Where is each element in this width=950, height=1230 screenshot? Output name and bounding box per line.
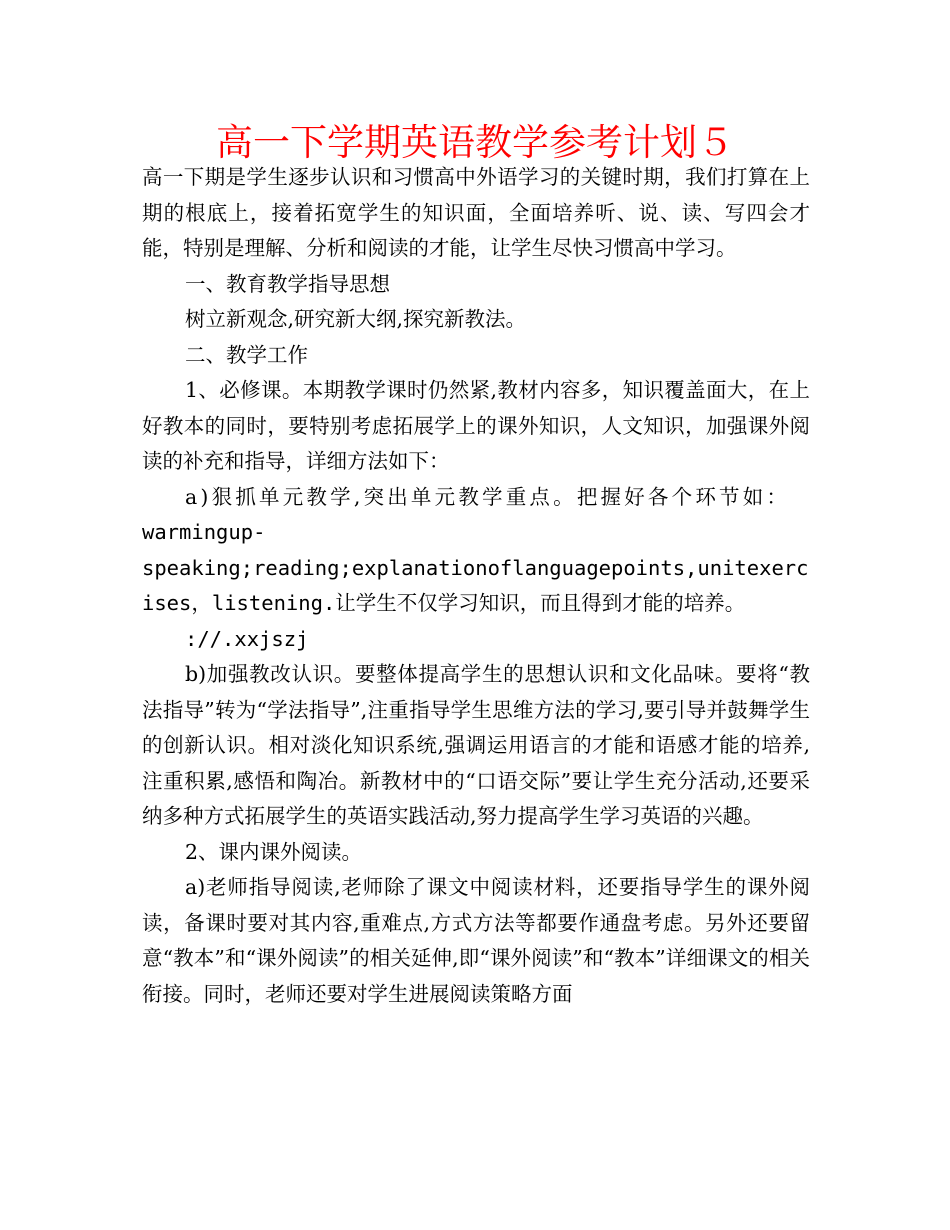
intro-paragraph: 高一下期是学生逐步认识和习惯高中外语学习的关键时期，我们打算在上期的根底上，接着拓宽学生的知识面，全面培养听、说、读、写四会才能，特别是理解、分析和阅读的才能，让学生尽快习惯高中学习。 [142, 165, 810, 260]
section-heading-teaching-work: 二、教学工作 [185, 342, 308, 367]
section-heading-guiding-thought: 一、教育教学指导思想 [185, 271, 390, 296]
reform-paragraph: b)加强教改认识。要整体提高学生的思想认识和文化品味。要将“教法指导”转为“学法指导”,注重指导学生思维方法的学习,要引导并鼓舞学生的创新认识。相对淡化知识系统,强调运用语言的才能和语感才能的培养,注重积累,感悟和陶冶。新教材中的“口语交际”要让学生充分活动,还要采纳多种方式拓展学生的英语实践活动,努力提高学生学习英语的兴趣。 [142, 662, 810, 828]
unit-teaching-paragraph: a)狠抓单元教学,突出单元教学重点。把握好各个环节如： [185, 484, 791, 509]
warming-up-line: warmingup- [142, 520, 266, 544]
guiding-thought-paragraph: 树立新观念,研究新大纲,探究新教法。 [185, 307, 527, 331]
section-heading-reading: 2、课内课外阅读。 [185, 839, 363, 864]
site-reference-line: ://.xxjszj [185, 626, 309, 651]
reading-guidance-paragraph: a)老师指导阅读,老师除了课文中阅读材料，还要指导学生的课外阅读，备课时要对其内容,重难点,方式方法等都要作通盘考虑。另外还要留意“教本”和“课外阅读”的相关延伸,即“课外阅读”和“教本”详细课文的相关衔接。同时，老师还要对学生进展阅读策略方面 [142, 875, 810, 1006]
required-course-paragraph: 1、必修课。本期教学课时仍然紧,教材内容多，知识覆盖面大，在上好教本的同时，要特别考虑拓展学上的课外知识，人文知识，加强课外阅读的补充和指导，详细方法如下： [142, 378, 810, 473]
skills-paragraph: speaking;reading;explanationoflanguagepoints,unitexercises，listening.让学生不仅学习知识，而且得到才能的培养。 [142, 555, 809, 615]
document-body [142, 160, 810, 1012]
document-title: 高一下学期英语教学参考计划５ [216, 121, 734, 164]
